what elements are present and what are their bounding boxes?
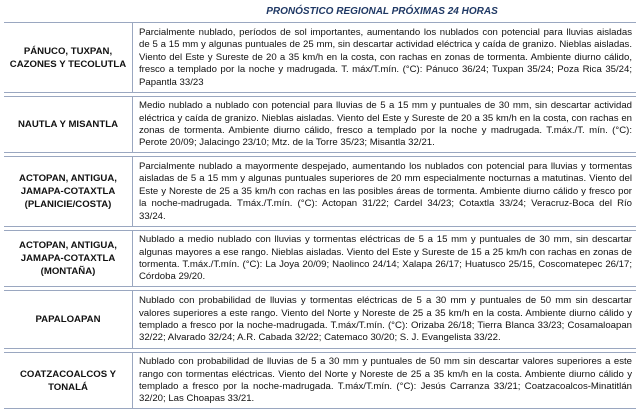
region-forecast: Nublado con probabilidad de lluvias y tormentas eléctricas de 5 a 30 mm y puntuales de 50 mm sin descartar valores superiores a este rango. Viento del Norte y Noreste de 25 a 35 km/h en la costa. Ambiente diurno cálido y templado a fresco por la noche-madrugada. T.máx/T.mín. (°C): Orizaba 26/18; Tierra Blanca 33/23; Cosamaloapan 32/22; Alvarado 32/24; A.R. Cabada 32/22; Catemaco 30/20; S. J. Evangelista 33/22. xyxy=(133,291,637,349)
region-forecast: Medio nublado a nublado con potencial para lluvias de 5 a 15 mm y puntuales de 30 mm, sin descartar actividad eléctrica y caída de granizo. Nieblas aisladas. Viento del Este y Sureste de 20 a 35 km/h en la costa, con rachas en zonas de tormenta. Ambiente diurno cálido, fresco a templado por la noche y madrugada. T.máx./T. mín. (°C): Perote 20/09; Jalacingo 23/10; Mtz. de la Torre 35/23; Misantla 32/21. xyxy=(133,97,637,153)
region-name: PAPALOAPAN xyxy=(4,291,133,349)
region-name: NAUTLA Y MISANTLA xyxy=(4,97,133,153)
region-name: PÁNUCO, TUXPAN, CAZONES Y TECOLUTLA xyxy=(4,23,133,93)
region-name: ACTOPAN, ANTIGUA, JAMAPA-COTAXTLA (PLANICIE/COSTA) xyxy=(4,157,133,227)
region-forecast: Parcialmente nublado, períodos de sol importantes, aumentando los nublados con potencial para lluvias aisladas de 5 a 15 mm y algunas puntuales de 25 mm, sin descartar actividad eléctrica y caída de granizo. Nieblas aisladas. Viento del Este y Sureste de 20 a 35 km/h en la costa, con rachas en zonas de tormenta. Ambiente diurno cálido, fresco a templado por la noche y madrugada. T. máx/T.mín. (°C): Pánuco 36/24; Tuxpan 35/24; Poza Rica 35/24; Papantla 33/23 xyxy=(133,23,637,93)
region-forecast: Nublado con probabilidad de lluvias de 5 a 30 mm y puntuales de 50 mm sin descartar valores superiores a este rango con tormentas eléctricas. Viento del Norte y Noreste de 25 a 35 km/h en la costa. Ambiente diurno cálido y templado a fresco por la noche-madrugada. T.máx/T.mín. (°C): Jesús Carranza 33/21; Coatzacoalcos-Minatitlán 32/20; Las Choapas 33/21. xyxy=(133,353,637,409)
regional-forecast-table xyxy=(4,22,636,409)
table-row xyxy=(4,23,636,93)
forecast-title: PRONÓSTICO REGIONAL PRÓXIMAS 24 HORAS xyxy=(128,0,636,23)
table-row xyxy=(4,157,636,227)
region-name: ACTOPAN, ANTIGUA, JAMAPA-COTAXTLA (MONTAÑA) xyxy=(4,231,133,287)
table-row xyxy=(4,353,636,409)
region-forecast: Nublado a medio nublado con lluvias y tormentas eléctricas de 5 a 15 mm y puntuales de 30 mm, sin descartar algunas mayores a ese rango. Nieblas aisladas. Viento del Este y Sureste de 15 a 25 km/h con rachas en zonas de tormenta. T.máx./T.mín. (°C): La Joya 20/09; Naolinco 24/14; Xalapa 26/17; Huatusco 25/15, Coscomatepec 26/17; Córdoba 29/20. xyxy=(133,231,637,287)
region-forecast: Parcialmente nublado a mayormente despejado, aumentando los nublados con potencial para lluvias y tormentas aisladas de 5 a 15 mm y algunas puntuales superiores de 20 mm especialmente nocturnas a matutinas. Viento del Este y Noreste de 25 a 35 km/h con rachas en las posibles áreas de tormenta. Ambiente diurno cálido y fresco por la noche-madrugada. Tmáx./T.mín. (°C): Actopan 31/22; Cardel 34/23; Cotaxtla 33/24; Veracruz-Boca del Río 33/24. xyxy=(133,157,637,227)
table-row xyxy=(4,97,636,153)
region-name: COATZACOALCOS Y TONALÁ xyxy=(4,353,133,409)
table-row xyxy=(4,231,636,287)
table-row xyxy=(4,291,636,349)
